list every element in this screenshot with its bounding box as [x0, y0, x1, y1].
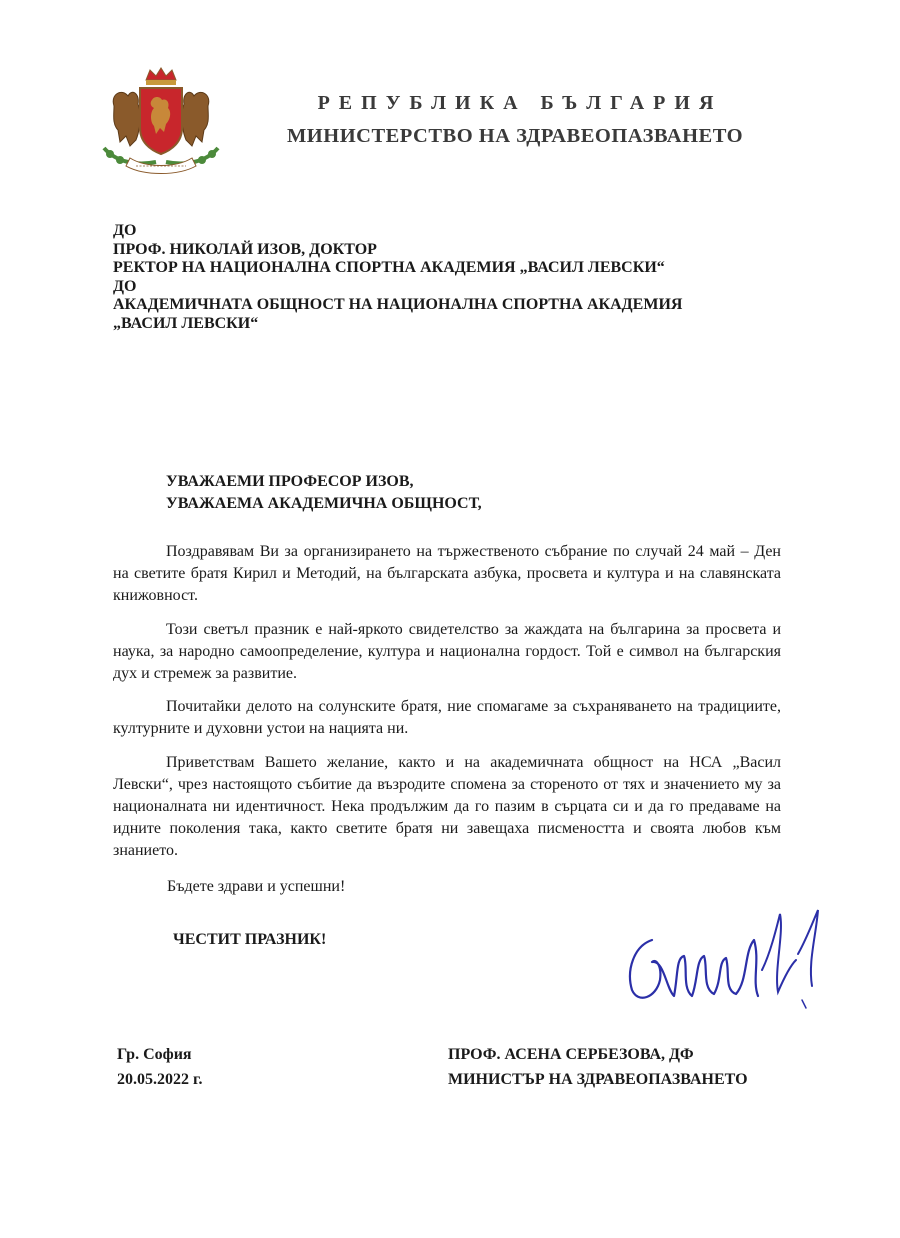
- salutation: [166, 471, 482, 515]
- closing-line: Бъдете здрави и успешни!: [167, 878, 346, 895]
- header-republic: РЕПУБЛИКА БЪЛГАРИЯ: [317, 92, 723, 114]
- signer-block: [448, 1042, 748, 1092]
- addressee-line: ПРОФ. НИКОЛАЙ ИЗОВ, ДОКТОР: [113, 240, 377, 258]
- body-paragraph: Този светъл празник е най-яркото свидетелство за жаждата на българина за просвета и наука, за народно самоопределение, култура и национална гордост. Той е символ на българския дух и стремеж за развитие.: [113, 620, 781, 683]
- salutation-line: УВАЖАЕМИ ПРОФЕСОР ИЗОВ,: [166, 473, 414, 490]
- signer-name: ПРОФ. АСЕНА СЕРБЕЗОВА, ДФ: [448, 1046, 694, 1063]
- handwritten-signature-icon: [612, 900, 832, 1018]
- place: Гр. София: [117, 1046, 192, 1063]
- addressee-block: [113, 222, 813, 333]
- letter-body: [113, 541, 781, 874]
- place-date-block: [117, 1042, 202, 1092]
- body-paragraph: Почитайки делото на солунските братя, ние спомагаме за съхраняването на традициите, културните и духовни устои на нацията ни.: [113, 698, 781, 738]
- holiday-greeting: ЧЕСТИТ ПРАЗНИК!: [173, 931, 327, 948]
- addressee-line: РЕКТОР НА НАЦИОНАЛНА СПОРТНА АКАДЕМИЯ „ВАСИЛ ЛЕВСКИ“: [113, 259, 665, 276]
- addressee-line: АКАДЕМИЧНАТА ОБЩНОСТ НА НАЦИОНАЛНА СПОРТНА АКАДЕМИЯ: [113, 296, 683, 313]
- addressee-line: ДО: [113, 222, 137, 239]
- bulgarian-coat-of-arms-icon: [96, 66, 226, 178]
- body-paragraph: Поздравявам Ви за организирането на тържественото събрание по случай 24 май – Ден на светите братя Кирил и Методий, на българската азбука, просвета и култура и на славянската книжовност.: [113, 543, 781, 605]
- addressee-line: ДО: [113, 277, 137, 295]
- header-ministry: МИНИСТЕРСТВО НА ЗДРАВЕОПАЗВАНЕТО: [286, 125, 744, 147]
- salutation-line: УВАЖАЕМА АКАДЕМИЧНА ОБЩНОСТ,: [166, 495, 482, 512]
- body-paragraph: Приветствам Вашето желание, както и на академичната общност на НСА „Васил Левски“, чрез настоящото събитие да възродите спомена за стореното от тях и значението му за националната ни идентичност. Нека продължим да го пазим в сърцата си и да го предаваме на идните поколения така, както светите братя ни завещаха писмеността и своята любов към знанието.: [113, 753, 781, 860]
- addressee-line: „ВАСИЛ ЛЕВСКИ“: [113, 314, 259, 332]
- date: 20.05.2022 г.: [117, 1071, 203, 1088]
- signer-title: МИНИСТЪР НА ЗДРАВЕОПАЗВАНЕТО: [448, 1071, 748, 1088]
